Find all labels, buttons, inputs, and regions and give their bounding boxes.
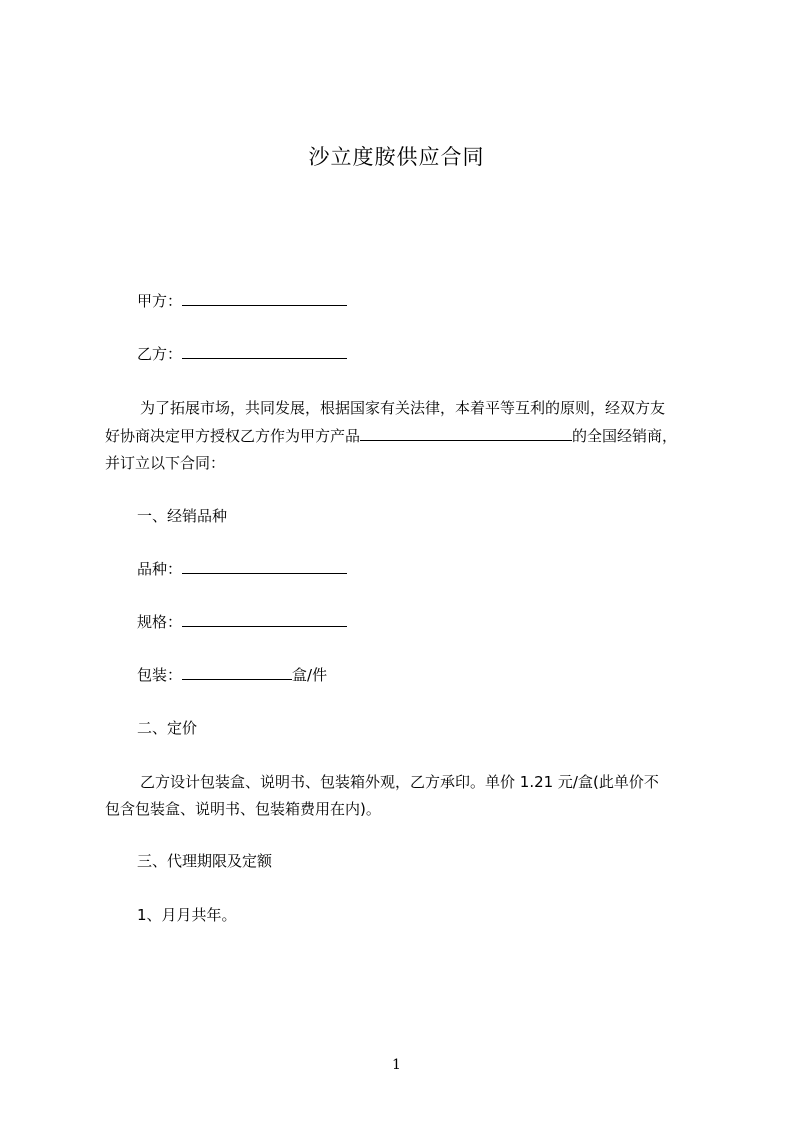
spec-label: 规格： bbox=[137, 613, 183, 631]
section-3-heading: 三、代理期限及定额 bbox=[137, 852, 273, 870]
spec-blank bbox=[182, 612, 347, 627]
variety-line bbox=[137, 558, 347, 580]
package-blank bbox=[182, 665, 292, 680]
package-line bbox=[137, 664, 327, 686]
term-item-1: 1、月月共年。 bbox=[137, 906, 237, 924]
product-blank bbox=[360, 426, 572, 441]
intro-line-2-part-a: 好协商决定甲方授权乙方作为甲方产品 bbox=[105, 427, 361, 445]
pricing-paragraph-line-2: 包含包装盒、说明书、包装箱费用在内)。 bbox=[105, 800, 381, 818]
package-label: 包装： bbox=[137, 666, 183, 684]
intro-paragraph-line-3: 并订立以下合同： bbox=[105, 454, 226, 472]
package-unit: 盒/件 bbox=[292, 666, 328, 684]
party-b-label: 乙方： bbox=[137, 345, 183, 363]
contract-title: 沙立度胺供应合同 bbox=[308, 145, 485, 169]
party-a-line bbox=[137, 290, 347, 312]
variety-blank bbox=[182, 559, 347, 574]
intro-paragraph-line-2 bbox=[105, 425, 677, 447]
pricing-paragraph-line-1: 乙方设计包装盒、说明书、包装箱外观，乙方承印。单价 1.21 元/盒(此单价不 bbox=[140, 773, 659, 791]
party-a-label: 甲方： bbox=[137, 292, 183, 310]
intro-line-2-part-b: 的全国经销商， bbox=[572, 427, 678, 445]
party-b-line bbox=[137, 343, 347, 365]
page-number: 1 bbox=[392, 1057, 401, 1073]
spec-line bbox=[137, 611, 347, 633]
section-2-heading: 二、定价 bbox=[137, 719, 198, 737]
section-1-heading: 一、经销品种 bbox=[137, 507, 228, 525]
party-b-blank bbox=[182, 344, 347, 359]
party-a-blank bbox=[182, 291, 347, 306]
intro-paragraph-line-1: 为了拓展市场，共同发展，根据国家有关法律，本着平等互利的原则，经双方友 bbox=[140, 399, 666, 417]
variety-label: 品种： bbox=[137, 560, 183, 578]
